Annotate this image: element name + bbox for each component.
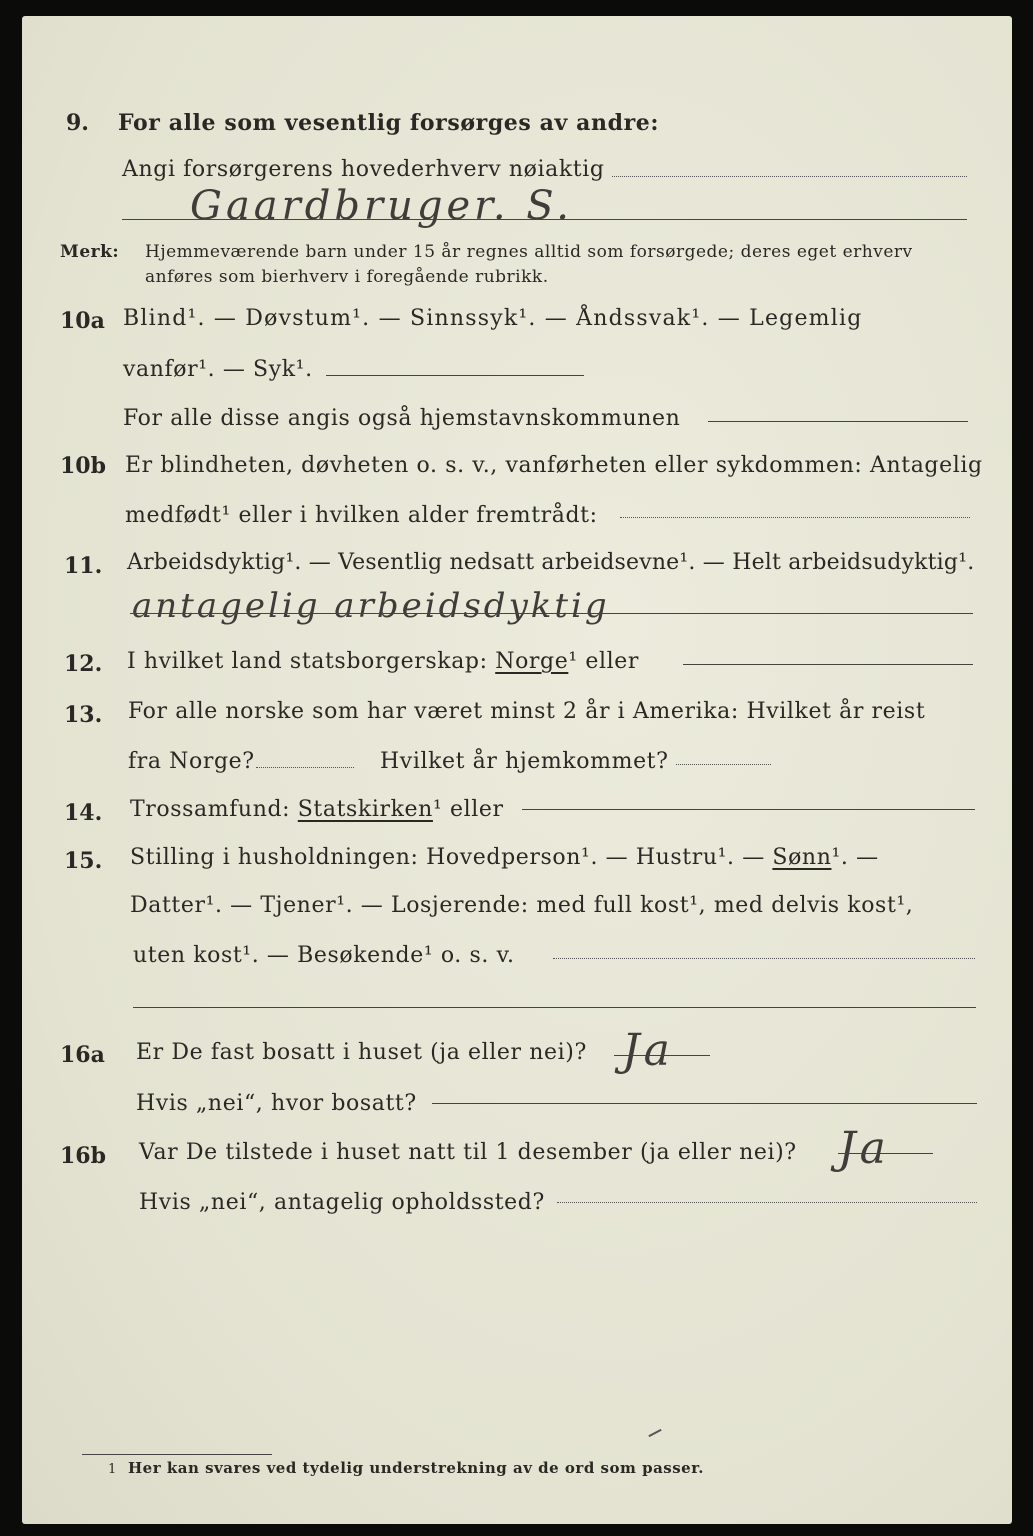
q9-provider-occupation-label: Angi forsørgerens hovederhverv nøiaktig [122, 157, 605, 182]
q10a-line1: Blind¹. — Døvstum¹. — Sinnssyk¹. — Åndssvak¹. — Legemlig [123, 306, 863, 331]
q16b-number: 16b [60, 1143, 106, 1169]
q10a-number: 10a [60, 308, 105, 334]
q9-handwritten-answer: Gaardbruger. S. [190, 183, 573, 229]
q16a-answer-line [614, 1055, 710, 1056]
q10a-home-municipality-label: For alle disse angis også hjemstavnskommunen [123, 406, 681, 431]
q12-citizenship-label: I hvilket land statsborgerskap: Norge¹ eller [127, 649, 639, 674]
q16a-where-resident-line [432, 1103, 977, 1104]
q12-answer-line [683, 664, 973, 665]
q14-answer-line [522, 809, 975, 810]
q9-title: For alle som vesentlig forsørges av andre: [118, 110, 660, 136]
q16a-where-resident-label: Hvis „nei“, hvor bosatt? [136, 1091, 417, 1116]
q11-handwritten-answer: antagelig arbeidsdyktig [132, 586, 610, 626]
footnote-text: Her kan svares ved tydelig understrekning av de ord som passer. [128, 1459, 704, 1477]
q10a-municipality-answer-line [708, 421, 968, 422]
q14-underlined-state-church: Statskirken [297, 797, 433, 822]
merk-label: Merk: [60, 242, 120, 262]
q16b-answer-line [838, 1153, 933, 1154]
q13-return-year-label: Hvilket år hjemkommet? [380, 749, 669, 774]
q15-answer-dots [553, 958, 975, 959]
q12-underlined-norway: Norge [495, 649, 569, 674]
q9-number: 9. [66, 110, 89, 136]
q15-number: 15. [64, 848, 103, 874]
q15-line3: uten kost¹. — Besøkende¹ o. s. v. [133, 943, 515, 968]
q16a-number: 16a [60, 1042, 105, 1068]
q10b-number: 10b [60, 453, 106, 479]
q9-answer-dots [612, 176, 967, 177]
q10a-line2: vanfør¹. — Syk¹. [123, 357, 313, 382]
q10a-sick-answer-line [326, 375, 584, 376]
footnote-rule [82, 1454, 272, 1455]
q14-number: 14. [64, 800, 103, 826]
q12-number: 12. [64, 651, 103, 677]
q15-underlined-son: Sønn [772, 845, 832, 870]
q16a-residence-question: Er De fast bosatt i huset (ja eller nei)? [136, 1040, 587, 1065]
q15-line1: Stilling i husholdningen: Hovedperson¹. — Hustru¹. — Sønn¹. — [130, 845, 879, 870]
q15-extra-answer-line [133, 1007, 976, 1008]
q16b-handwritten-answer: Ja [838, 1123, 890, 1174]
q16b-whereabouts-dots [557, 1202, 977, 1203]
q11-number: 11. [64, 553, 103, 579]
q13-departure-year-dots [256, 767, 354, 768]
q10b-answer-dots [620, 517, 970, 518]
q11-answer-line [130, 613, 973, 614]
q13-return-year-dots [676, 764, 771, 765]
q10b-line2: medfødt¹ eller i hvilken alder fremtrådt: [125, 503, 598, 528]
q10b-line1: Er blindheten, døvheten o. s. v., vanførheten eller sykdommen: Antagelig [125, 453, 983, 478]
q9-answer-line [122, 219, 967, 220]
q13-number: 13. [64, 702, 103, 728]
footnote-marker: 1 [108, 1462, 117, 1477]
q15-line2: Datter¹. — Tjener¹. — Losjerende: med full kost¹, med delvis kost¹, [130, 893, 914, 918]
q13-line1: For alle norske som har været minst 2 år i Amerika: Hvilket år reist [128, 699, 926, 724]
q13-departure-year-label: fra Norge? [128, 749, 255, 774]
q16a-handwritten-answer: Ja [622, 1025, 674, 1076]
q11-work-capacity-options: Arbeidsdyktig¹. — Vesentlig nedsatt arbeidsevne¹. — Helt arbeidsudyktig¹. [127, 550, 975, 575]
merk-text-line1: Hjemmeværende barn under 15 år regnes alltid som forsørgede; deres eget erhverv [145, 242, 913, 262]
q16b-probable-whereabouts-label: Hvis „nei“, antagelig opholdssted? [139, 1190, 545, 1215]
q16b-presence-question: Var De tilstede i huset natt til 1 desember (ja eller nei)? [139, 1140, 797, 1165]
q14-religion-label: Trossamfund: Statskirken¹ eller [130, 797, 504, 822]
merk-text-line2: anføres som bierhverv i foregående rubrikk. [145, 267, 549, 287]
